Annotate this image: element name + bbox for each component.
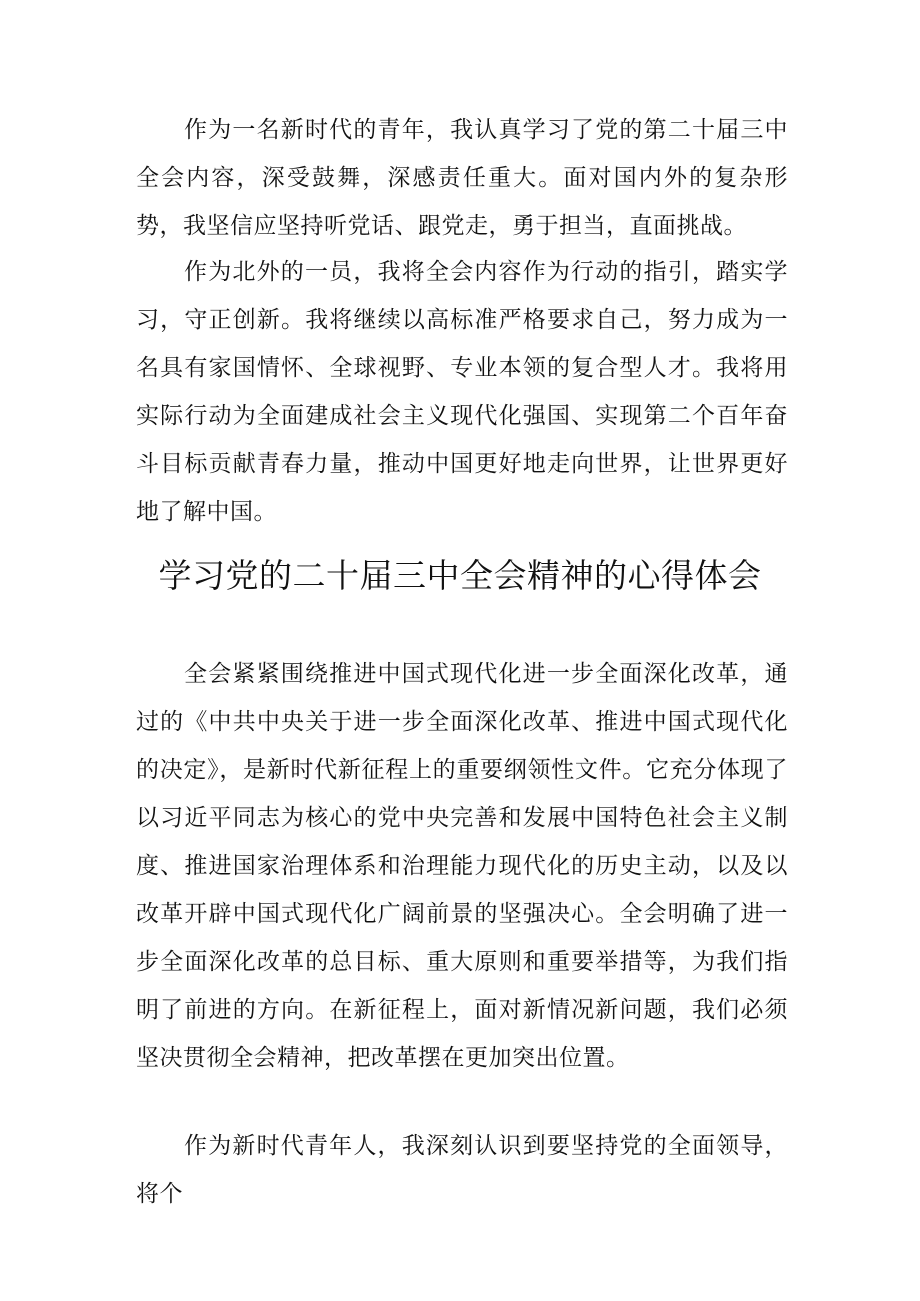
body-paragraph: 作为北外的一员，我将全会内容作为行动的指引，踏实学习，守正创新。我将继续以高标准严格要求自己，努力成为一名具有家国情怀、全球视野、专业本领的复合型人才。我将用实际行动为全面建成社会主义现代化强国、实现第二个百年奋斗目标贡献青春力量，推动中国更好地走向世界，让世界更好地了解中国。 <box>136 259 788 525</box>
body-paragraph: 全会紧紧围绕推进中国式现代化进一步全面深化改革，通过的《中共中央关于进一步全面深化改革、推进中国式现代化的决定》，是新时代新征程上的重要纲领性文件。它充分体现了以习近平同志为核心的党中央完善和发展中国特色社会主义制度、推进国家治理体系和治理能力现代化的历史主动，以及以改革开辟中国式现代化广阔前景的坚强决心。全会明确了进一步全面深化改革的总目标、重大原则和重要举措等，为我们指明了前进的方向。在新征程上，面对新情况新问题，我们必须坚决贯彻全会精神，把改革摆在更加突出位置。 <box>136 661 788 1071</box>
body-paragraph: 作为新时代青年人，我深刻认识到要坚持党的全面领导，将个 <box>136 1133 788 1207</box>
body-paragraph: 作为一名新时代的青年，我认真学习了党的第二十届三中全会内容，深受鼓舞，深感责任重大。面对国内外的复杂形势，我坚信应坚持听党话、跟党走，勇于担当，直面挑战。 <box>136 117 788 239</box>
section-title: 学习党的二十届三中全会精神的心得体会 <box>158 556 762 595</box>
